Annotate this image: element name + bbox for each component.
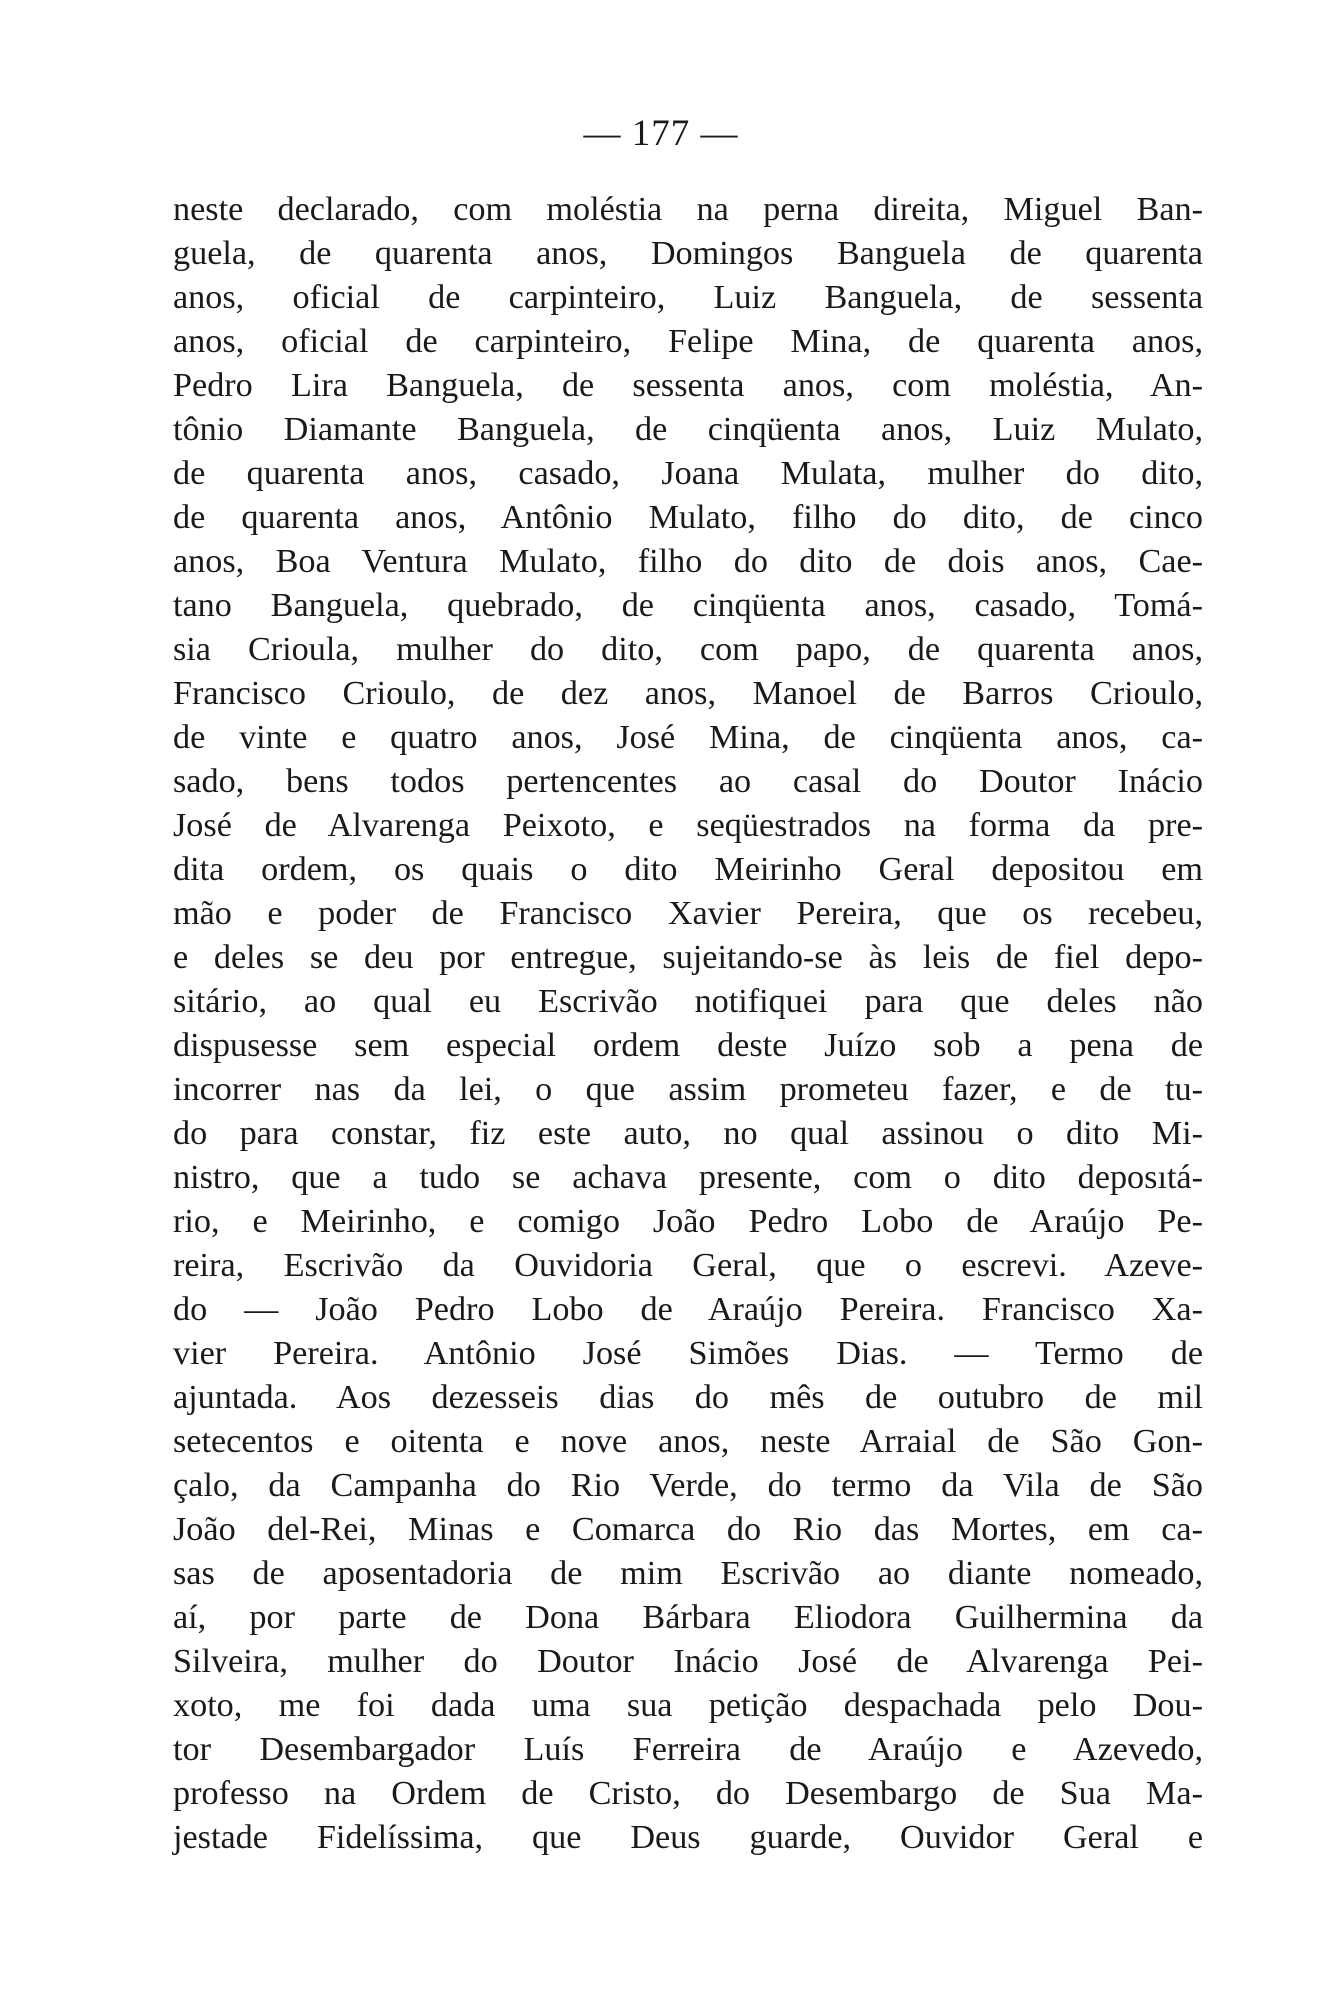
text-line: reira, Escrivão da Ouvidoria Geral, que o escrevi. Azeve- xyxy=(173,1247,1203,1284)
text-line: e deles se deu por entregue, sujeitando-se às leis de fiel depo- xyxy=(173,939,1203,976)
text-line: guela, de quarenta anos, Domingos Banguela de quarenta xyxy=(173,235,1203,272)
body-text xyxy=(173,188,1203,1860)
text-line: anos, oficial de carpinteiro, Luiz Banguela, de sessenta xyxy=(173,279,1203,316)
text-line: dispusesse sem especial ordem deste Juízo sob a pena de xyxy=(173,1027,1203,1064)
text-line: incorrer nas da lei, o que assim prometeu fazer, e de tu- xyxy=(173,1071,1203,1108)
text-line: do — João Pedro Lobo de Araújo Pereira. Francisco Xa- xyxy=(173,1291,1203,1328)
text-line: tano Banguela, quebrado, de cinqüenta anos, casado, Tomá- xyxy=(173,587,1203,624)
text-line: sas de aposentadoria de mim Escrivão ao diante nomeado, xyxy=(173,1555,1203,1592)
text-line: Francisco Crioulo, de dez anos, Manoel de Barros Crioulo, xyxy=(173,675,1203,712)
text-line: aí, por parte de Dona Bárbara Eliodora Guilhermina da xyxy=(173,1599,1203,1636)
text-line: setecentos e oitenta e nove anos, neste Arraial de São Gon- xyxy=(173,1423,1203,1460)
text-line: tor Desembargador Luís Ferreira de Araújo e Azevedo, xyxy=(173,1731,1203,1768)
text-line: rio, e Meirinho, e comigo João Pedro Lobo de Araújo Pe- xyxy=(173,1203,1203,1240)
text-line: de vinte e quatro anos, José Mina, de cinqüenta anos, ca- xyxy=(173,719,1203,756)
text-line: anos, oficial de carpinteiro, Felipe Mina, de quarenta anos, xyxy=(173,323,1203,360)
text-line: sitário, ao qual eu Escrivão notifiquei para que deles não xyxy=(173,983,1203,1020)
text-line: ajuntada. Aos dezesseis dias do mês de outubro de mil xyxy=(173,1379,1203,1416)
text-line: anos, Boa Ventura Mulato, filho do dito de dois anos, Cae- xyxy=(173,543,1203,580)
text-line: professo na Ordem de Cristo, do Desembargo de Sua Ma- xyxy=(173,1775,1203,1812)
text-line: Silveira, mulher do Doutor Inácio José de Alvarenga Pei- xyxy=(173,1643,1203,1680)
text-line: Pedro Lira Banguela, de sessenta anos, com moléstia, An- xyxy=(173,367,1203,404)
text-line: dita ordem, os quais o dito Meirinho Geral depositou em xyxy=(173,851,1203,888)
text-line: jestade Fidelíssima, que Deus guarde, Ouvidor Geral e xyxy=(173,1819,1203,1856)
page-number: — 177 — xyxy=(583,113,739,154)
text-line: do para constar, fiz este auto, no qual assinou o dito Mi- xyxy=(173,1115,1203,1152)
text-line: nistro, que a tudo se achava presente, com o dito deposıtá- xyxy=(173,1159,1203,1196)
text-line: çalo, da Campanha do Rio Verde, do termo da Vila de São xyxy=(173,1467,1203,1504)
text-line: João del-Rei, Minas e Comarca do Rio das Mortes, em ca- xyxy=(173,1511,1203,1548)
text-line: sado, bens todos pertencentes ao casal do Doutor Inácio xyxy=(173,763,1203,800)
text-line: vier Pereira. Antônio José Simões Dias. — Termo de xyxy=(173,1335,1203,1372)
text-line: mão e poder de Francisco Xavier Pereira, que os recebeu, xyxy=(173,895,1203,932)
text-line: neste declarado, com moléstia na perna direita, Miguel Ban- xyxy=(173,191,1203,228)
text-line: tônio Diamante Banguela, de cinqüenta anos, Luiz Mulato, xyxy=(173,411,1203,448)
text-line: de quarenta anos, casado, Joana Mulata, mulher do dito, xyxy=(173,455,1203,492)
text-line: xoto, me foi dada uma sua petição despachada pelo Dou- xyxy=(173,1687,1203,1724)
text-line: sia Crioula, mulher do dito, com papo, de quarenta anos, xyxy=(173,631,1203,668)
text-line: de quarenta anos, Antônio Mulato, filho do dito, de cinco xyxy=(173,499,1203,536)
text-line: José de Alvarenga Peixoto, e seqüestrados na forma da pre- xyxy=(173,807,1203,844)
